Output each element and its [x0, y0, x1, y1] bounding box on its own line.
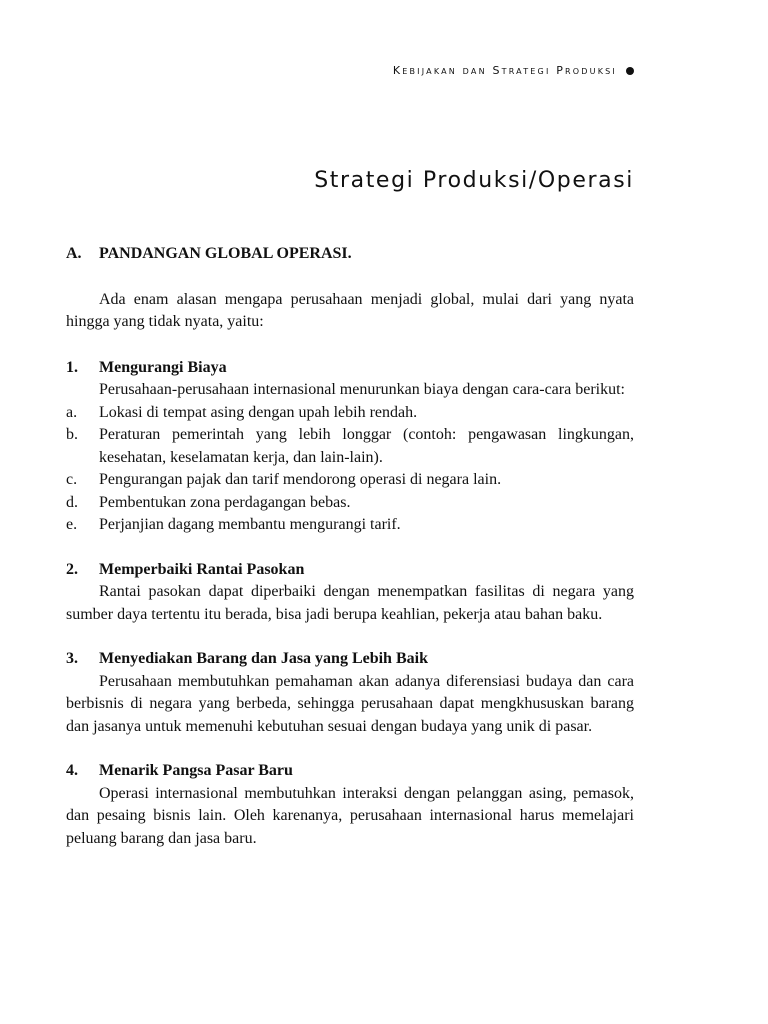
list-item	[66, 402, 634, 425]
reason-title: Menarik Pangsa Pasar Baru	[99, 762, 293, 779]
section-a-title: PANDANGAN GLOBAL OPERASI.	[99, 245, 352, 262]
book-page	[66, 0, 634, 1024]
running-header-title: Kebijakan dan Strategi Produksi	[392, 64, 617, 77]
reason-number: 1.	[66, 358, 78, 376]
reason-body: Perusahaan membutuhkan pemahaman akan adanya diferensiasi budaya dan cara berbisnis di negara yang berbeda, sehingga perusahaan dapat mengkhususkan barang dan jasanya untuk memenuhi kebutuhan sesuai dengan budaya yang unik di pasar.	[66, 672, 634, 735]
section-a-number: A.	[66, 245, 82, 262]
list-item	[66, 424, 634, 469]
section-a-intro: Ada enam alasan mengapa perusahaan menjadi global, mulai dari yang nyata hingga yang tidak nyata, yaitu:	[66, 290, 634, 330]
list-item-text: Pengurangan pajak dan tarif mendorong operasi di negara lain.	[99, 471, 502, 488]
list-item-letter: d.	[66, 493, 78, 511]
section-a-heading	[66, 243, 634, 266]
list-item-letter: c.	[66, 471, 78, 488]
list-item-letter: e.	[66, 516, 78, 533]
list-item	[66, 469, 634, 492]
reason-number: 3.	[66, 650, 78, 667]
reason-heading	[66, 559, 634, 582]
bullet-icon	[626, 67, 634, 75]
list-item-text: Perjanjian dagang membantu mengurangi tarif.	[99, 516, 401, 533]
list-item	[66, 492, 634, 515]
list-item-text: Pembentukan zona perdagangan bebas.	[99, 493, 351, 511]
reason-title: Mengurangi Biaya	[99, 358, 227, 376]
list-item-text: Lokasi di tempat asing dengan upah lebih rendah.	[99, 403, 418, 421]
chapter-title: Strategi Produksi/Operasi	[314, 168, 634, 193]
page-content	[66, 243, 634, 850]
cost-reduction-list	[66, 402, 634, 537]
running-header	[393, 64, 634, 77]
reason-title: Menyediakan Barang dan Jasa yang Lebih Baik	[99, 650, 428, 667]
list-item-letter: a.	[66, 403, 78, 421]
reason-number: 2.	[66, 560, 78, 578]
list-item	[66, 514, 634, 537]
reason-heading	[66, 760, 634, 783]
list-item-letter: b.	[66, 426, 78, 443]
list-item-text: Peraturan pemerintah yang lebih longgar (contoh: pengawasan lingkungan, kesehatan, keselamatan kerja, dan lain-lain).	[99, 426, 634, 466]
reason-heading	[66, 357, 634, 380]
reason-body: Rantai pasokan dapat diperbaiki dengan menempatkan fasilitas di negara yang sumber daya tertentu itu berada, bisa jadi berupa keahlian, pekerja atau bahan baku.	[66, 583, 634, 623]
reason-body: Perusahaan-perusahaan internasional menurunkan biaya dengan cara-cara berikut:	[99, 381, 625, 398]
reason-heading	[66, 648, 634, 671]
reason-body: Operasi internasional membutuhkan interaksi dengan pelanggan asing, pemasok, dan pesaing bisnis lain. Oleh karenanya, perusahaan internasional harus memelajari peluang barang dan jasa baru.	[66, 784, 634, 847]
reason-title: Memperbaiki Rantai Pasokan	[99, 560, 305, 578]
reason-number: 4.	[66, 762, 78, 779]
